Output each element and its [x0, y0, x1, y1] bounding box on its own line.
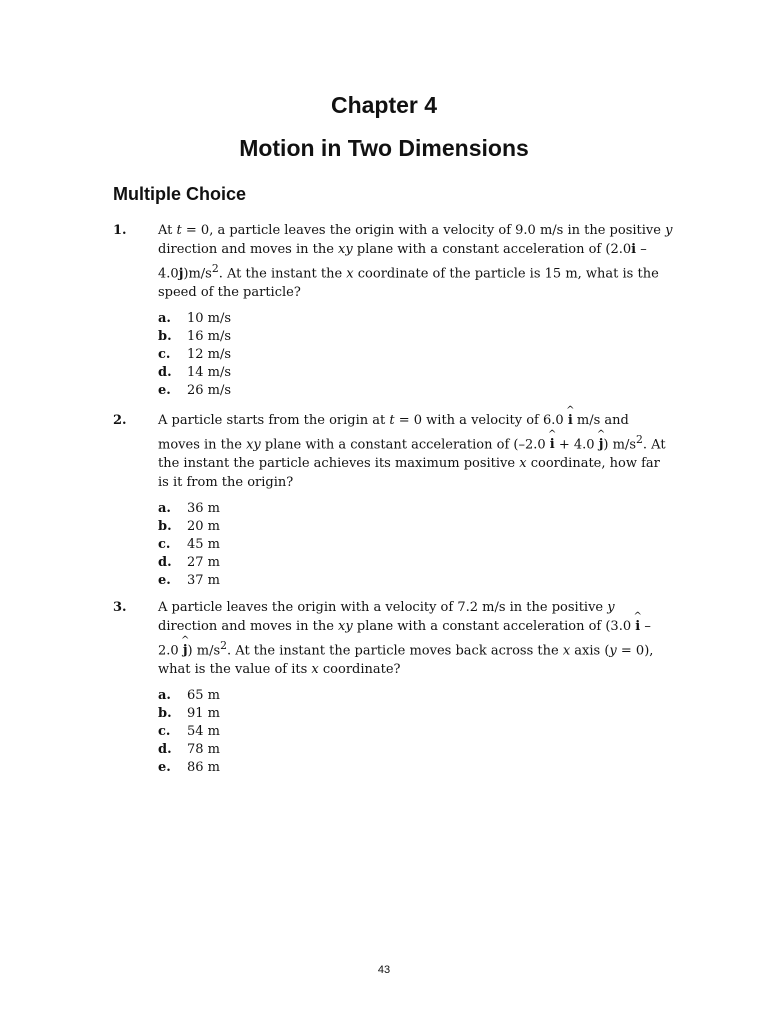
option-a: a. 65 m — [158, 688, 221, 704]
option-c: c. 54 m — [158, 724, 221, 740]
option-d: d. 78 m — [158, 742, 221, 758]
question-3 — [113, 598, 673, 777]
option-b: b. 20 m — [158, 519, 221, 535]
unit-vector-i: i ^ — [550, 435, 555, 454]
page-number: 43 — [377, 964, 391, 976]
unit-vector-j: j ^ — [599, 435, 604, 454]
option-e: e. 26 m/s — [158, 383, 232, 399]
unit-vector-j: j — [178, 266, 184, 282]
answer-options — [158, 500, 673, 590]
option-e: e. 86 m — [158, 760, 221, 776]
section-heading: Multiple Choice — [113, 184, 247, 204]
question-2 — [113, 411, 673, 590]
option-a: a. 10 m/s — [158, 311, 232, 327]
unit-vector-i: i ^ — [635, 617, 640, 636]
option-e: e. 37 m — [158, 573, 221, 589]
question-number: 1. — [113, 223, 127, 238]
chapter-title: Motion in Two Dimensions — [239, 135, 529, 161]
question-1 — [113, 221, 673, 400]
question-text: A particle starts from the origin at t = 0 with a velocity of 6.0 i ^ m/s and moves in the xy plane with a constant acceleration of (–2.0 i ^ + 4.0 j ^) $m/s^2$. At the instant the particle achieves its maximum positive x coordinate, how far is it from the origin? — [158, 411, 673, 492]
option-d: d. 14 m/s — [158, 365, 232, 381]
chapter-number: Chapter 4 — [330, 92, 438, 118]
unit-vector-i: i ^ — [568, 411, 573, 430]
question-text: A particle leaves the origin with a velocity of 7.2 m/s in the positive y direction and moves in the xy plane with a constant acceleration of (3.0 i ^ – 2.0 j ^) $m/s^2$. At the instant the particle moves back across the x axis (y = 0), what is the value of its x coordinate? — [158, 598, 673, 679]
option-c: c. 45 m — [158, 537, 221, 553]
question-text: At t = 0, a particle leaves the origin with a velocity of 9.0 m/s in the positive y direction and moves in the xy plane with a constant acceleration of $(2.0i - 4.0j)m/s^2$. At the instant the x coordinate of the particle is 15 m, what is the speed of the particle? — [158, 223, 673, 301]
unit-vector-i: i — [631, 242, 637, 257]
option-b: b. 16 m/s — [158, 329, 232, 345]
question-number: 2. — [113, 413, 127, 428]
answer-options — [158, 687, 673, 777]
option-c: c. 12 m/s — [158, 347, 232, 363]
answer-options — [158, 310, 673, 400]
option-d: d. 27 m — [158, 555, 221, 571]
option-b: b. 91 m — [158, 706, 221, 722]
question-number: 3. — [113, 600, 127, 615]
unit-vector-j: j ^ — [183, 641, 188, 660]
option-a: a. 36 m — [158, 501, 221, 517]
